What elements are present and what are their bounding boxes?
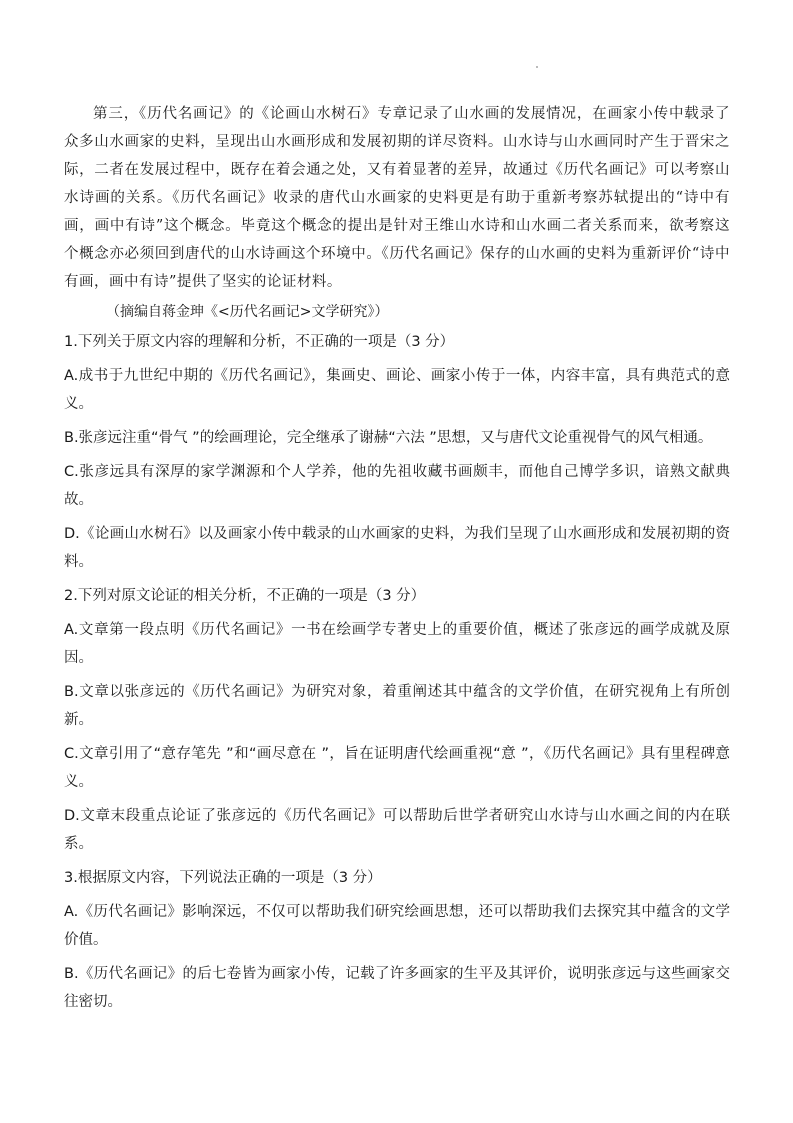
question-2-option-b: B.文章以张彦远的《历代名画记》为研究对象，着重阐述其中蕴含的文学价值，在研究视角上有所创新。	[64, 684, 730, 728]
passage-paragraph: 第三，《历代名画记》的《论画山水树石》专章记录了山水画的发展情况，在画家小传中载录了众多山水画家的史料，呈现出山水画形成和发展初期的详尽资料。山水诗与山水画同时产生于晋宋之际，二者在发展过程中，既存在着会通之处，又有着显著的差异，故通过《历代名画记》可以考察山水诗画的关系。《历代名画记》收录的唐代山水画家的史料更是有助于重新考察苏轼提出的“诗中有画，画中有诗”这个概念。毕竟这个概念的提出是针对王维山水诗和山水画二者关系而来，欲考察这个概念亦必须回到唐代的山水诗画这个环境中。《历代名画记》保存的山水画的史料为重新评价“诗中有画，画中有诗”提供了坚实的论证材料。	[64, 106, 730, 290]
document-page	[64, 100, 730, 1016]
question-1-option-d: D.《论画山水树石》以及画家小传中载录的山水画家的史料，为我们呈现了山水画形成和发展初期的资料。	[64, 526, 730, 570]
question-1-option-b: B.张彦远注重“骨气 ”的绘画理论，完全继承了谢赫“六法 ”思想，又与唐代文论重视骨气的风气相通。	[64, 430, 713, 446]
question-3-option-b: B.《历代名画记》的后七卷皆为画家小传，记载了许多画家的生平及其评价，说明张彦远与这些画家交往密切。	[64, 966, 730, 1010]
question-1-option-c: C.张彦远具有深厚的家学渊源和个人学养，他的先祖收藏书画颇丰，而他自己博学多识，谙熟文献典故。	[64, 464, 730, 508]
question-2-option-c: C.文章引用了“意存笔先 ”和“画尽意在 ”，旨在证明唐代绘画重视“意 ”，《历代名画记》具有里程碑意义。	[64, 746, 730, 790]
source-citation: （摘编自蒋金珅《<历代名画记>文学研究》）	[106, 304, 389, 320]
question-2-option-a: A.文章第一段点明《历代名画记》一书在绘画学专著史上的重要价值，概述了张彦远的画学成就及原因。	[64, 622, 730, 666]
question-2-option-d: D.文章末段重点论证了张彦远的《历代名画记》可以帮助后世学者研究山水诗与山水画之间的内在联系。	[64, 808, 730, 852]
question-3-stem: 3.根据原文内容，下列说法正确的一项是（3 分）	[64, 870, 382, 886]
question-3-option-a: A.《历代名画记》影响深远，不仅可以帮助我们研究绘画思想，还可以帮助我们去探究其中蕴含的文学价值。	[64, 904, 730, 948]
question-1-option-a: A.成书于九世纪中期的《历代名画记》，集画史、画论、画家小传于一体，内容丰富，具有典范式的意义。	[64, 368, 730, 412]
question-1-stem: 1.下列关于原文内容的理解和分析，不正确的一项是（3 分）	[64, 334, 455, 350]
question-2-stem: 2.下列对原文论证的相关分析，不正确的一项是（3 分）	[64, 588, 426, 604]
scan-dot	[536, 66, 538, 68]
